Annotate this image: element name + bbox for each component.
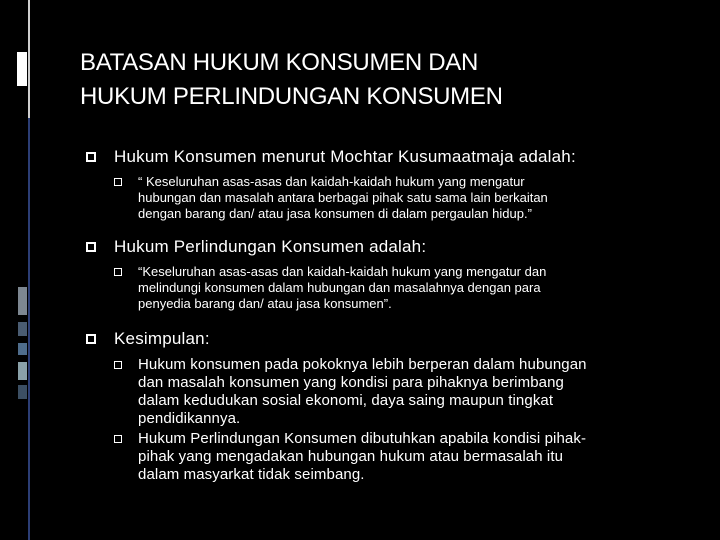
strip-square-5	[18, 385, 27, 399]
bullet-hukum-perlindungan-konsumen	[86, 236, 686, 258]
slide-content	[86, 146, 686, 484]
hollow-square-bullet-icon	[114, 435, 122, 443]
strip-square-2	[18, 322, 27, 336]
square-bullet-icon	[86, 242, 96, 252]
square-bullet-icon	[86, 334, 96, 344]
sub-bullet-line: pendidikannya.	[138, 410, 241, 427]
bullet-heading: Hukum Konsumen menurut Mochtar Kusumaatmaja adalah:	[114, 147, 576, 166]
strip-square-1	[18, 287, 27, 315]
sub-bullet-line: Hukum Perlindungan Konsumen dibutuhkan apabila kondisi pihak-	[138, 430, 587, 447]
sub-bullet-line: pihak yang mengadakan hubungan hukum atau bermasalah itu	[138, 448, 564, 465]
sub-bullet-conclusion-2	[86, 430, 686, 484]
sub-bullet-line: hubungan dan masalah antara berbagai pihak satu sama lain berkaitan	[138, 190, 548, 205]
sub-bullet-definition-1	[86, 174, 686, 222]
sub-bullet-conclusion-1	[86, 356, 686, 428]
sub-bullet-line: dan masalah konsumen yang kondisi para pihaknya berimbang	[138, 374, 564, 391]
title-line-2: HUKUM PERLINDUNGAN KONSUMEN	[80, 83, 503, 110]
title-line-1: BATASAN HUKUM KONSUMEN DAN	[80, 49, 479, 76]
strip-square-white	[17, 52, 27, 86]
sub-bullet-line: Hukum konsumen pada pokoknya lebih berperan dalam hubungan	[138, 356, 587, 373]
decorative-side-strip	[0, 0, 30, 540]
strip-square-4	[18, 362, 27, 380]
strip-divider-line	[28, 0, 30, 118]
strip-square-3	[18, 343, 27, 355]
bullet-heading: Kesimpulan:	[114, 329, 210, 348]
bullet-hukum-konsumen	[86, 146, 686, 168]
sub-bullet-line: dengan barang dan/ atau jasa konsumen di dalam pergaulan hidup.”	[138, 206, 532, 221]
sub-bullet-definition-2	[86, 264, 686, 312]
hollow-square-bullet-icon	[114, 268, 122, 276]
bullet-heading: Hukum Perlindungan Konsumen adalah:	[114, 237, 427, 256]
hollow-square-bullet-icon	[114, 178, 122, 186]
sub-bullet-line: penyedia barang dan/ atau jasa konsumen”.	[138, 296, 392, 311]
sub-bullet-line: dalam masyarkat tidak seimbang.	[138, 466, 365, 483]
slide-title	[80, 46, 680, 114]
sub-bullet-line: dalam kedudukan sosial ekonomi, daya saing maupun tingkat	[138, 392, 554, 409]
bullet-kesimpulan	[86, 328, 686, 350]
sub-bullet-line: “Keseluruhan asas-asas dan kaidah-kaidah hukum yang mengatur dan	[138, 264, 547, 279]
strip-accent-bar	[28, 118, 30, 540]
sub-bullet-line: “ Keseluruhan asas-asas dan kaidah-kaidah hukum yang mengatur	[138, 174, 525, 189]
square-bullet-icon	[86, 152, 96, 162]
hollow-square-bullet-icon	[114, 361, 122, 369]
sub-bullet-line: melindungi konsumen dalam hubungan dan masalahnya dengan para	[138, 280, 541, 295]
